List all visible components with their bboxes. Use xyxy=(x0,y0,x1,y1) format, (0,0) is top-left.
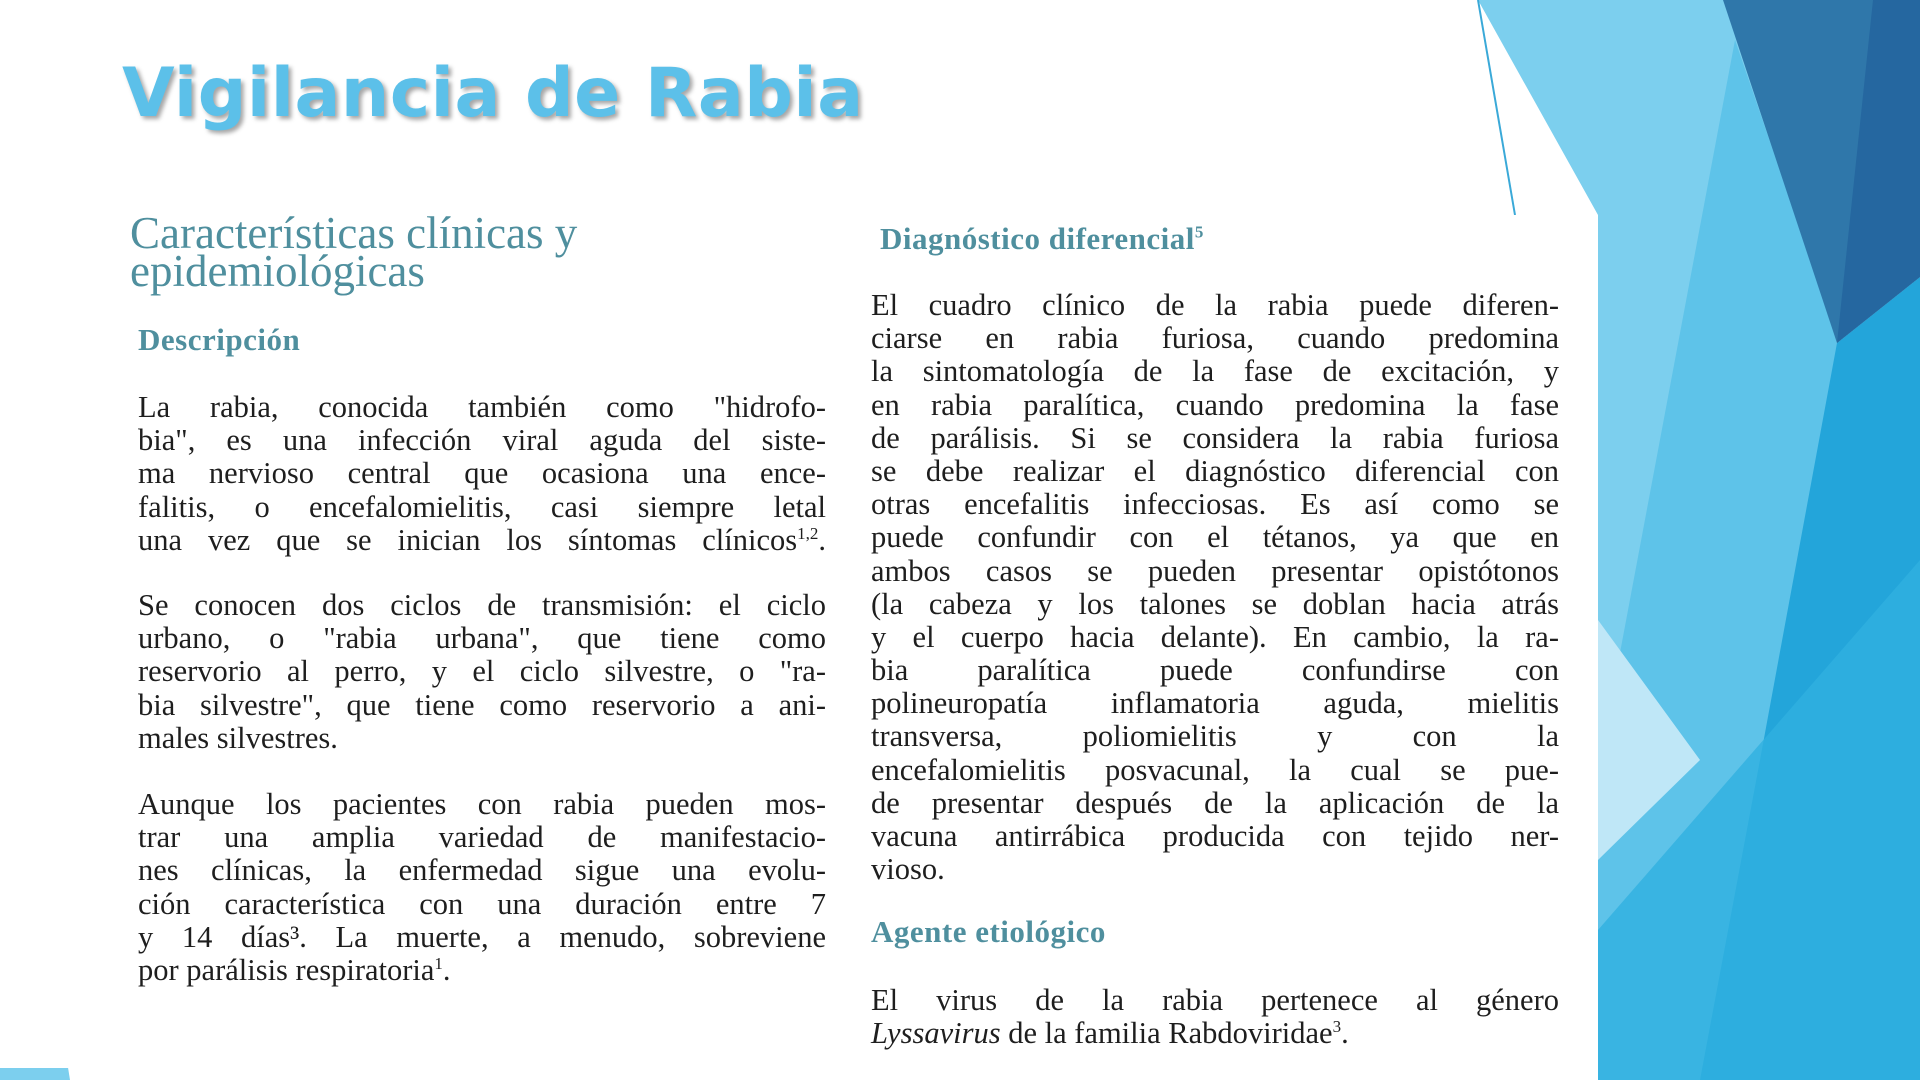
genus-name: Lyssavirus xyxy=(871,1016,1001,1051)
text-line: La rabia, conocida también como "hidrofo- xyxy=(138,390,826,424)
text-line: de presentar después de la aplicación de la xyxy=(871,785,1559,820)
text-line: (la cabeza y los talones se doblan hacia atrás xyxy=(871,586,1559,621)
text-line: ma nervioso central que ocasiona una ence- xyxy=(138,456,826,491)
citation: 5 xyxy=(1194,222,1204,242)
text-line: bia", es una infección viral aguda del siste- xyxy=(138,423,826,458)
heading-line: Características clínicas y xyxy=(130,208,578,258)
text-line xyxy=(871,1017,1559,1050)
section-heading xyxy=(130,208,578,296)
text-line: de parálisis. Si se considera la rabia furiosa xyxy=(871,420,1559,455)
text-line: ción característica con una duración entre 7 xyxy=(138,886,826,921)
citation: 1 xyxy=(434,953,443,973)
text-span: . xyxy=(818,522,826,557)
paragraph-description xyxy=(138,391,826,557)
heading-text: Diagnóstico diferencial xyxy=(880,221,1195,256)
text-span: por parálisis respiratoria xyxy=(138,952,435,987)
text-line: falitis, o encefalomielitis, casi siempre letal xyxy=(138,489,826,524)
text-span: . xyxy=(1341,1016,1349,1051)
text-line: vioso. xyxy=(871,852,945,887)
text-line: El cuadro clínico de la rabia puede diferen- xyxy=(871,288,1559,322)
text-line xyxy=(138,954,826,987)
heading-diagnostico xyxy=(880,221,1204,257)
text-line: males silvestres. xyxy=(138,720,338,755)
paragraph-evolution xyxy=(138,788,826,987)
text-span: de la familia Rabdoviridae xyxy=(1000,1016,1333,1051)
text-line: reservorio al perro, y el ciclo silvestre, o "ra- xyxy=(138,654,826,689)
text-line: bia silvestre", que tiene como reservorio a ani- xyxy=(138,687,826,722)
text-line: Se conocen dos ciclos de transmisión: el ciclo xyxy=(138,588,826,622)
text-line: puede confundir con el tétanos, ya que en xyxy=(871,520,1559,555)
text-line: y el cuerpo hacia delante). En cambio, la ra- xyxy=(871,619,1559,654)
heading-line: epidemiológicas xyxy=(130,246,425,296)
citation: 1,2 xyxy=(797,523,819,543)
text-line: Aunque los pacientes con rabia pueden mos- xyxy=(138,787,826,821)
text-line: encefalomielitis posvacunal, la cual se pue- xyxy=(871,752,1559,787)
text-line: ambos casos se pueden presentar opistótonos xyxy=(871,553,1559,588)
text-line: transversa, poliomielitis y con la xyxy=(871,719,1559,754)
text-line: en rabia paralítica, cuando predomina la fase xyxy=(871,387,1559,422)
text-line: ciarse en rabia furiosa, cuando predomina xyxy=(871,321,1559,356)
text-line: bia paralítica puede confundirse con xyxy=(871,653,1559,688)
text-line xyxy=(138,524,826,557)
text-line: trar una amplia variedad de manifestacio- xyxy=(138,820,826,855)
text-line: la sintomatología de la fase de excitación, y xyxy=(871,354,1559,389)
text-line: vacuna antirrábica producida con tejido ner- xyxy=(871,819,1559,853)
text-line: se debe realizar el diagnóstico diferencial con xyxy=(871,453,1559,488)
text-span: . xyxy=(442,952,451,987)
slide-title: Vigilancia de Rabia xyxy=(122,54,864,133)
heading-agente: Agente etiológico xyxy=(871,914,1106,949)
paragraph-transmission xyxy=(138,589,826,755)
subheading-descripcion: Descripción xyxy=(138,322,301,357)
citation: 3 xyxy=(1332,1017,1342,1037)
paragraph-diagnostico xyxy=(871,289,1559,886)
text-line: nes clínicas, la enfermedad sigue una evolu- xyxy=(138,853,826,888)
text-line: urbano, o "rabia urbana", que tiene como xyxy=(138,621,826,656)
paragraph-agente xyxy=(871,984,1559,1050)
text-span: una vez que se inician los síntomas clínicos xyxy=(138,522,798,557)
text-line: y 14 días³. La muerte, a menudo, sobreviene xyxy=(138,919,826,954)
text-line: otras encefalitis infecciosas. Es así como se xyxy=(871,487,1559,522)
text-line: El virus de la rabia pertenece al género xyxy=(871,983,1559,1017)
text-line: polineuropatía inflamatoria aguda, mielitis xyxy=(871,686,1559,721)
